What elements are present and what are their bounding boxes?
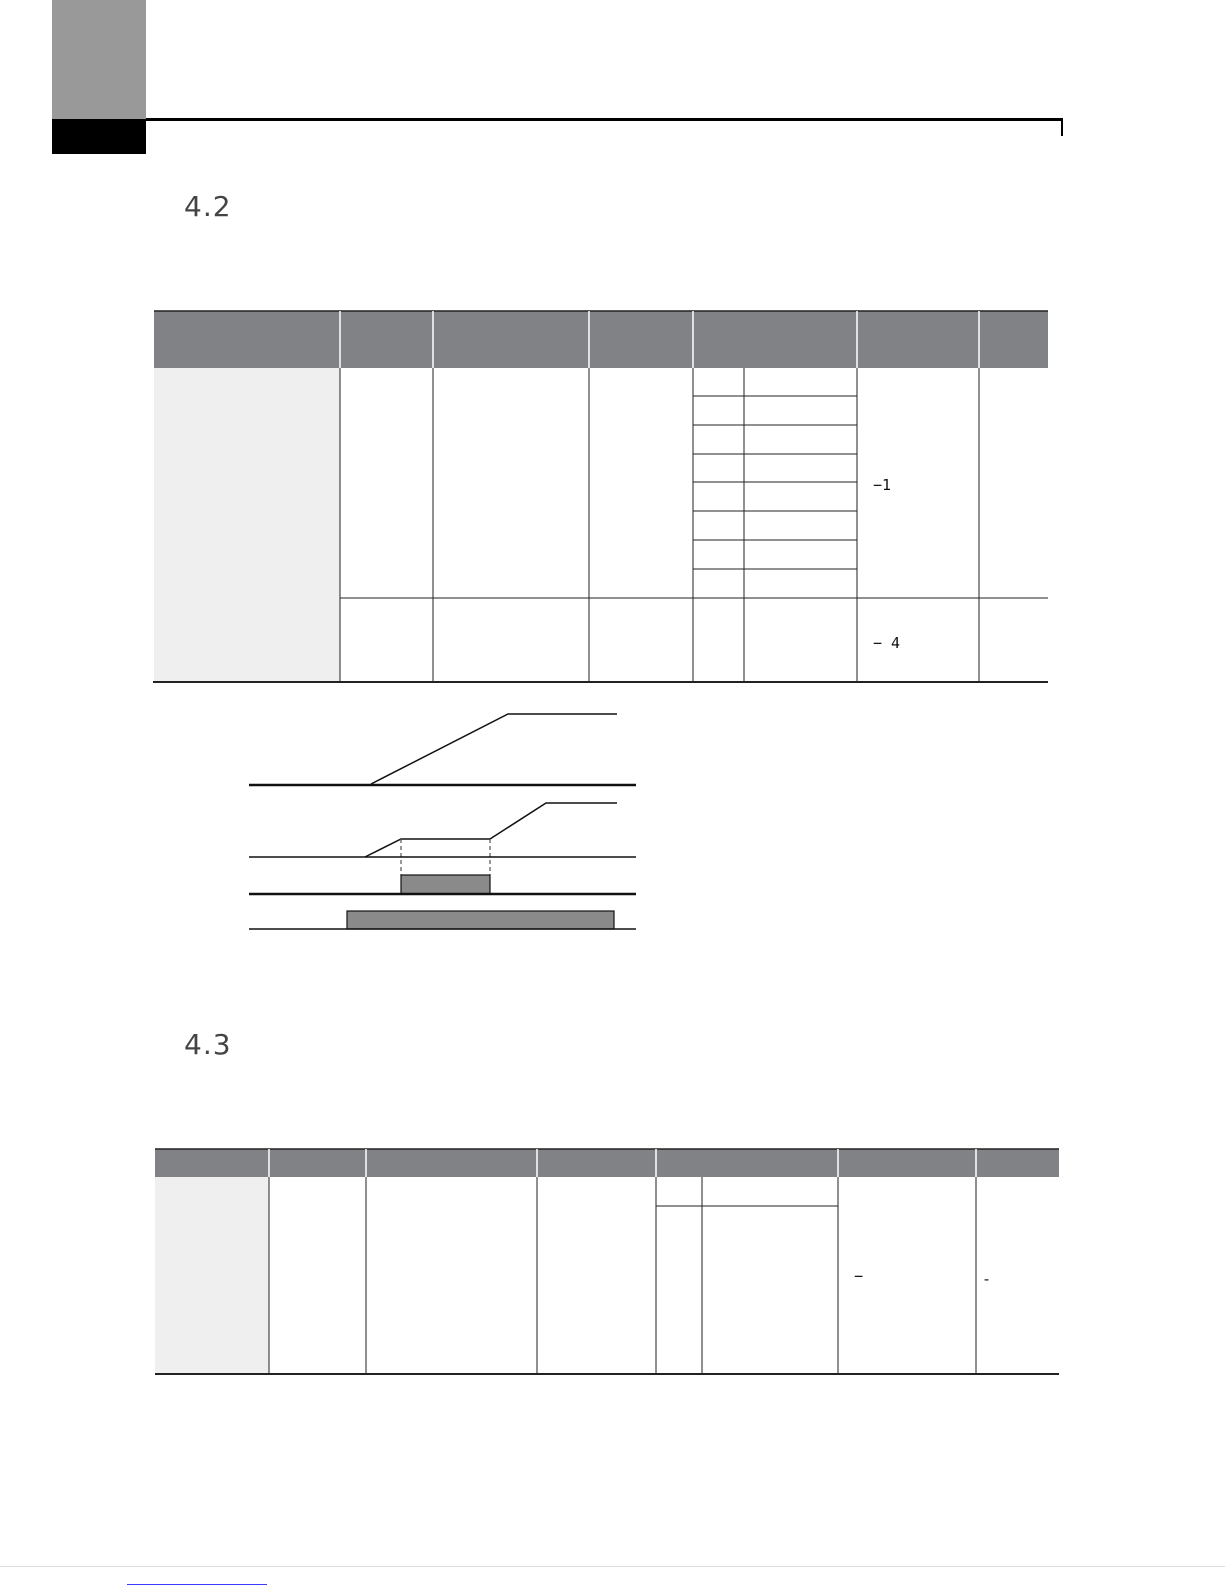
parameter-table-4-2 (153, 311, 1048, 682)
table-4-3-marker-a: − (854, 1267, 864, 1285)
output-trace (365, 803, 617, 857)
table-label-cell (155, 1177, 269, 1374)
table-header-row (155, 1149, 1059, 1177)
table-4-3-marker-b: - (982, 1270, 992, 1288)
table-4-2-row1-marker: −1 (873, 476, 892, 494)
timing-diagram (249, 714, 636, 929)
dwell-pulse (401, 875, 490, 894)
table-4-2-row2-marker: − 4 (873, 634, 901, 652)
table-label-cell (154, 598, 340, 682)
frequency-trace (371, 714, 617, 784)
run-command-pulse (347, 911, 614, 929)
section-number-4-2: 4.2 (184, 190, 232, 223)
section-number-4-3: 4.3 (184, 1028, 232, 1061)
parameter-table-4-3 (155, 1149, 1059, 1374)
table-label-cell (154, 368, 340, 598)
table-header-row (154, 311, 1048, 368)
footer-rule (0, 1566, 1225, 1567)
